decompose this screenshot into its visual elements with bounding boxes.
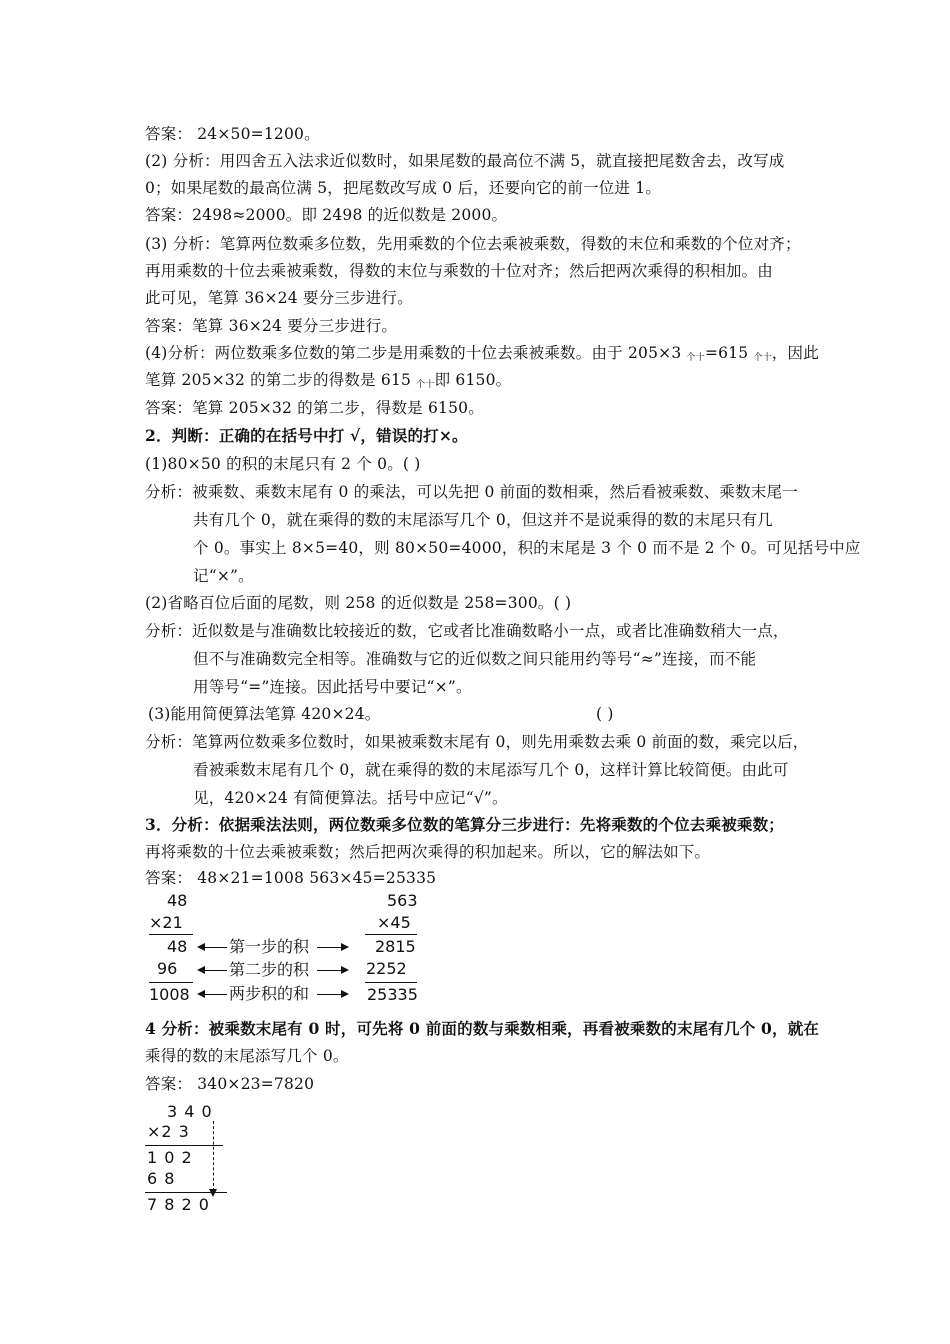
judge-item-2: (2)省略百位后面的尾数，则 258 的近似数是 258=300。( ): [145, 594, 572, 612]
calc-b-total: 25335: [367, 985, 418, 1004]
judge-analysis-2-line-2: 但不与准确数完全相等。准确数与它的近似数之间只能用约等号“≈”连接，而不能: [193, 650, 757, 668]
analysis-2-line-1: (2) 分析：用四舍五入法求近似数时，如果尾数的最高位不满 5，就直接把尾数舍去，改写成: [145, 152, 785, 170]
judge-analysis-1-line-3: 个 0。事实上 8×5=40，则 80×50=4000，积的末尾是 3 个 0 而不是 2 个 0。可见括号中应: [193, 539, 861, 557]
calc-a-multiplicand: 48: [167, 891, 188, 910]
judge-analysis-3-line-1: 分析：笔算两位数乘多位数时，如果被乘数末尾有 0，则先用乘数去乘 0 前面的数，乘完以后，: [145, 733, 809, 751]
answer-line-2: 答案：2498≈2000。即 2498 的近似数是 2000。: [145, 206, 508, 224]
calc-b-multiplicand: 563: [387, 891, 418, 910]
right-arrow-icon: [341, 990, 349, 998]
judge-item-1: (1)80×50 的积的末尾只有 2 个 0。( ): [145, 455, 421, 473]
analysis-4-text-d: 笔算 205×32 的第二步的得数是 615: [145, 371, 417, 389]
judge-analysis-1-line-1: 分析：被乘数、乘数末尾有 0 的乘法，可以先把 0 前面的数相乘，然后看被乘数、乘数末尾一: [145, 483, 798, 501]
arrow-line: [317, 947, 341, 948]
calc2-step1: 1 0 2: [147, 1148, 193, 1167]
judge-analysis-1-line-4: 记“×”。: [193, 567, 254, 585]
analysis-3-line-2: 再用乘数的十位去乘被乘数，得数的末位与乘数的十位对齐；然后把两次乘得的积相加。由: [145, 262, 774, 280]
calc-a-step1: 48: [167, 937, 188, 956]
calc-a-rule-2: [149, 982, 193, 983]
calc-a-total: 1008: [149, 985, 190, 1004]
analysis-4-line-1: [145, 343, 819, 368]
calc2-multiplicand: 3 4 0: [167, 1102, 213, 1121]
question-4-line-1: [145, 1019, 819, 1039]
calc-b-rule-2: [365, 982, 417, 983]
analysis-4-line-2: [145, 370, 511, 395]
answer-line-1: 答案： 24×50=1200。: [145, 125, 320, 143]
judge-analysis-1-line-2: 共有几个 0，就在乘得的数的末尾添写几个 0，但这并不是说乘得的数的末尾只有几: [193, 511, 773, 529]
unit-subscript: 个十: [753, 353, 772, 363]
question-3-line-2: 再将乘数的十位去乘被乘数；然后把两次乘得的积加起来。所以，它的解法如下。: [145, 843, 711, 861]
calc-b-step1: 2815: [375, 937, 416, 956]
question-4-text-1: 4 分析：被乘数末尾有 0 时，可先将 0 前面的数与乘数相乘，再看被乘数的末尾有几个 0，就在: [145, 1019, 820, 1038]
unit-subscript: 个十: [686, 353, 705, 363]
analysis-3-line-1: (3) 分析：笔算两位数乘多位数，先用乘数的个位去乘被乘数，得数的末位和乘数的个位对齐；: [145, 235, 801, 253]
question-4-line-2: 乘得的数的末尾添写几个 0。: [145, 1047, 349, 1065]
judge-item-3-bracket: ( ): [596, 705, 614, 723]
analysis-4-text-a: (4)分析：两位数乘多位数的第二步是用乘数的十位去乘被乘数。由于 205×3: [145, 344, 687, 362]
analysis-4-text-e: 即 6150。: [434, 371, 512, 389]
arrow-line: [317, 970, 341, 971]
judge-analysis-3-line-2: 看被乘数末尾有几个 0，就在乘得的数的末尾添写几个 0，这样计算比较简便。由此可: [193, 761, 789, 779]
vertical-calculation-2: [145, 1103, 245, 1219]
calc2-total: 7 8 2 0: [147, 1195, 210, 1214]
calc-a-step2: 96: [157, 959, 178, 978]
calc-b-step2: 2252: [366, 959, 407, 978]
arrow-line: [203, 994, 227, 995]
question-3-text-1: 3．分析：依据乘法法则，两位数乘多位数的笔算分三步进行：先将乘数的个位去乘被乘数；: [145, 815, 784, 834]
vertical-calculation-1: [145, 892, 425, 1012]
answer-line-5: 答案： 48×21=1008 563×45=25335: [145, 869, 437, 887]
answer-line-3: 答案：笔算 36×24 要分三步进行。: [145, 317, 398, 335]
answer-line-6: 答案： 340×23=7820: [145, 1075, 315, 1093]
judge-analysis-3-line-3: 见，420×24 有简便算法。括号中应记“√”。: [193, 789, 508, 807]
calc2-step2: 6 8: [147, 1169, 176, 1188]
calc-a-multiplier: ×21: [149, 913, 183, 932]
right-arrow-icon: [341, 966, 349, 974]
right-arrow-icon: [341, 943, 349, 951]
judge-analysis-2-line-1: 分析：近似数是与准确数比较接近的数，它或者比准确数略小一点，或者比准确数稍大一点，: [145, 622, 789, 640]
arrow-line: [203, 947, 227, 948]
judge-item-3: (3)能用简便算法笔算 420×24。: [148, 705, 381, 723]
question-3-line-1: [145, 815, 784, 835]
calc-a-rule-1: [149, 934, 193, 935]
analysis-3-line-3: 此可见，笔算 36×24 要分三步进行。: [145, 289, 413, 307]
label-step2: 第二步的积: [229, 960, 310, 979]
unit-subscript: 个十: [416, 380, 435, 390]
down-arrow-icon: [209, 1189, 217, 1197]
label-total: 两步积的和: [229, 984, 310, 1003]
dashed-guide-line: [213, 1121, 214, 1191]
arrow-line: [317, 994, 341, 995]
label-step1: 第一步的积: [229, 937, 310, 956]
calc2-multiplier: ×2 3: [147, 1122, 190, 1141]
analysis-2-line-2: 0；如果尾数的最高位满 5，把尾数改写成 0 后，还要向它的前一位进 1。: [145, 179, 662, 197]
arrow-line: [203, 970, 227, 971]
analysis-4-text-b: =615: [704, 344, 754, 362]
calc-b-multiplier: ×45: [377, 913, 411, 932]
calc2-rule-1: [145, 1145, 223, 1146]
judge-analysis-2-line-3: 用等号“=”连接。因此括号中要记“×”。: [193, 678, 472, 696]
analysis-4-text-c: ，因此: [771, 344, 819, 362]
question-2-heading: 2．判断：正确的在括号中打 √，错误的打×。: [145, 426, 468, 445]
calc-b-rule-1: [365, 934, 417, 935]
answer-line-4: 答案：笔算 205×32 的第二步，得数是 6150。: [145, 399, 484, 417]
